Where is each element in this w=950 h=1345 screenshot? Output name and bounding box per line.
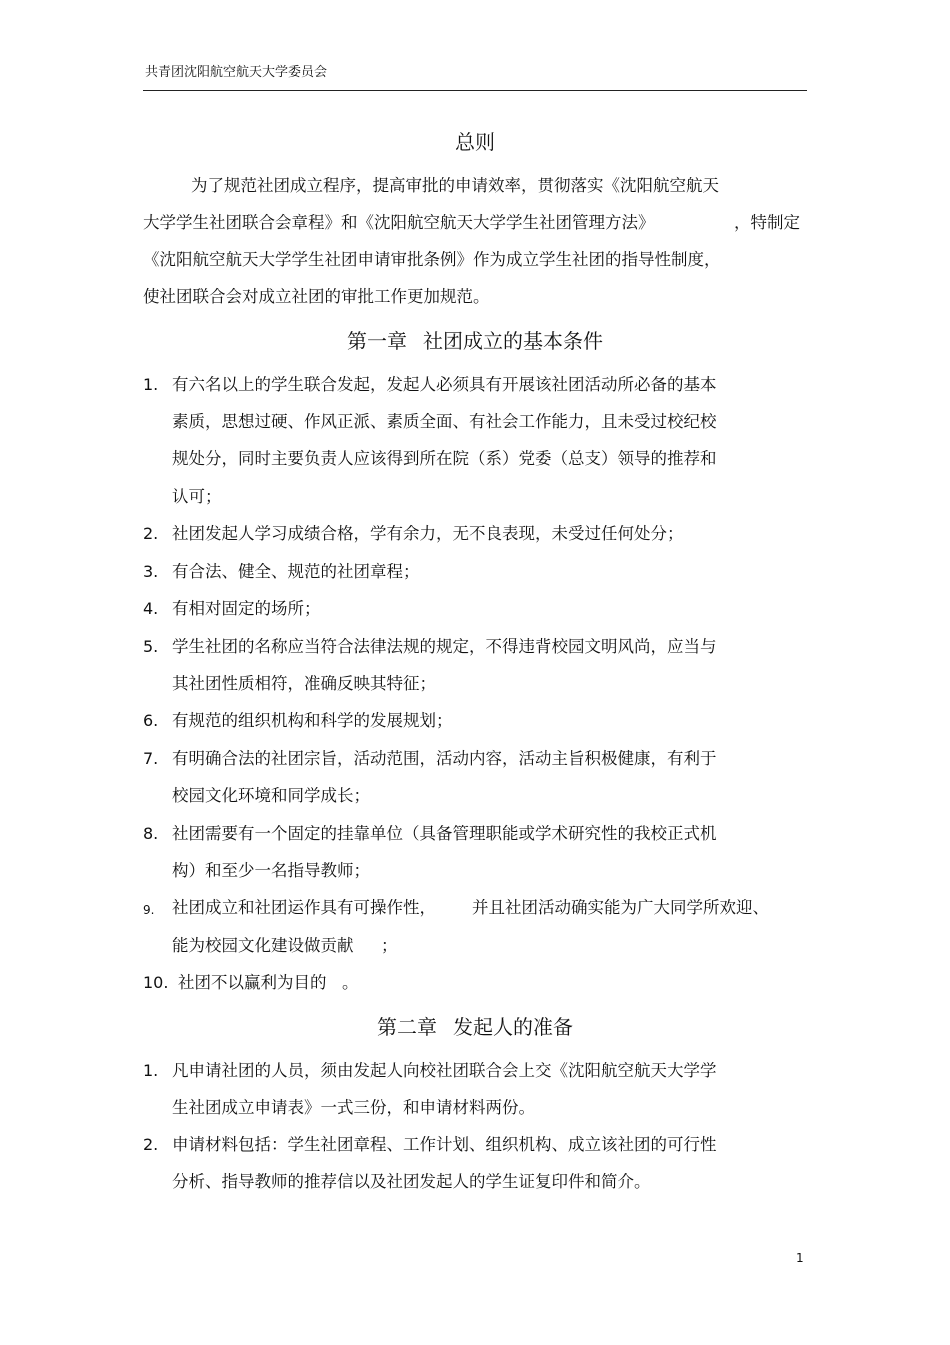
chapter1-item-9-line-2: 能为校园文化建设做贡献	[172, 936, 354, 955]
chapter1-item-9-number: 9.	[143, 903, 155, 917]
chapter1-item-1-line-1: 有六名以上的学生联合发起，发起人必须具有开展该社团活动所必备的基本	[172, 375, 717, 394]
page-number: 1	[796, 1251, 804, 1265]
chapter1-item-10-line-1: 社团不以赢利为目的	[178, 973, 327, 992]
chapter2-item-2-number: 2.	[143, 1135, 159, 1154]
chapter1-item-8-line-2: 构）和至少一名指导教师；	[172, 861, 370, 880]
chapter2-title: 发起人的准备	[453, 1015, 573, 1039]
chapter1-item-5-line-2: 其社团性质相符，准确反映其特征；	[172, 674, 436, 693]
chapter1-item-7-line-1: 有明确合法的社团宗旨，活动范围，活动内容，活动主旨积极健康，有利于	[172, 749, 717, 768]
header-organization: 共青团沈阳航空航天大学委员会	[145, 65, 328, 80]
general-line-4: 使社团联合会对成立社团的审批工作更加规范。	[143, 287, 490, 306]
chapter1-item-7-line-2: 校园文化环境和同学成长；	[172, 786, 370, 805]
chapter1-item-1-line-4: 认可；	[172, 487, 222, 506]
chapter2-heading	[143, 1014, 807, 1040]
chapter1-item-8-line-1: 社团需要有一个固定的挂靠单位（具备管理职能或学术研究性的我校正式机	[172, 824, 717, 843]
chapter1-item-2-line-1: 社团发起人学习成绩合格，学有余力，无不良表现，未受过任何处分；	[172, 524, 684, 543]
general-line-1: 为了规范社团成立程序，提高审批的申请效率，贯彻落实《沈阳航空航天	[191, 176, 719, 195]
chapter1-item-9-line-1b: 并且社团活动确实能为广大同学所欢迎、	[472, 898, 769, 917]
chapter1-item-10-line-1b: 。	[342, 973, 359, 992]
chapter1-item-5-number: 5.	[143, 637, 159, 656]
chapter1-item-4-number: 4.	[143, 599, 159, 618]
chapter1-number: 第一章	[347, 329, 407, 353]
chapter1-title: 社团成立的基本条件	[423, 329, 603, 353]
chapter1-item-3-line-1: 有合法、健全、规范的社团章程；	[172, 562, 420, 581]
chapter1-item-3-number: 3.	[143, 562, 159, 581]
chapter1-item-1-line-2: 素质，思想过硬、作风正派、素质全面、有社会工作能力，且未受过校纪校	[172, 412, 717, 431]
chapter2-item-1-number: 1.	[143, 1061, 159, 1080]
chapter1-item-5-line-1: 学生社团的名称应当符合法律法规的规定，不得违背校园文明风尚，应当与	[172, 637, 717, 656]
header-divider	[143, 90, 807, 91]
chapter2-item-2-line-2: 分析、指导教师的推荐信以及社团发起人的学生证复印件和简介。	[172, 1172, 651, 1191]
chapter1-item-10-number: 10.	[143, 973, 169, 992]
general-line-3: 《沈阳航空航天大学学生社团申请审批条例》作为成立学生社团的指导性制度，	[143, 250, 721, 269]
general-line-2b: ，特制定	[734, 213, 800, 232]
general-line-2: 大学学生社团联合会章程》和《沈阳航空航天大学学生社团管理方法》	[143, 213, 655, 232]
chapter1-item-7-number: 7.	[143, 749, 159, 768]
chapter1-item-4-line-1: 有相对固定的场所；	[172, 599, 321, 618]
chapter1-heading	[143, 328, 807, 354]
chapter1-item-1-number: 1.	[143, 375, 159, 394]
chapter1-item-6-number: 6.	[143, 711, 159, 730]
chapter2-item-2-line-1: 申请材料包括：学生社团章程、工作计划、组织机构、成立该社团的可行性	[172, 1135, 717, 1154]
chapter2-item-1-line-1: 凡申请社团的人员，须由发起人向校社团联合会上交《沈阳航空航天大学学	[172, 1061, 717, 1080]
chapter1-item-1-line-3: 规处分，同时主要负责人应该得到所在院（系）党委（总支）领导的推荐和	[172, 449, 717, 468]
chapter2-item-1-line-2: 生社团成立申请表》一式三份，和申请材料两份。	[172, 1098, 535, 1117]
general-title: 总则	[455, 130, 495, 154]
chapter2-number: 第二章	[377, 1015, 437, 1039]
chapter1-item-9-line-1: 社团成立和社团运作具有可操作性，	[172, 898, 436, 917]
chapter1-item-8-number: 8.	[143, 824, 159, 843]
chapter1-item-9-line-2b: ；	[381, 936, 398, 955]
chapter1-item-2-number: 2.	[143, 524, 159, 543]
chapter1-item-6-line-1: 有规范的组织机构和科学的发展规划；	[172, 711, 453, 730]
